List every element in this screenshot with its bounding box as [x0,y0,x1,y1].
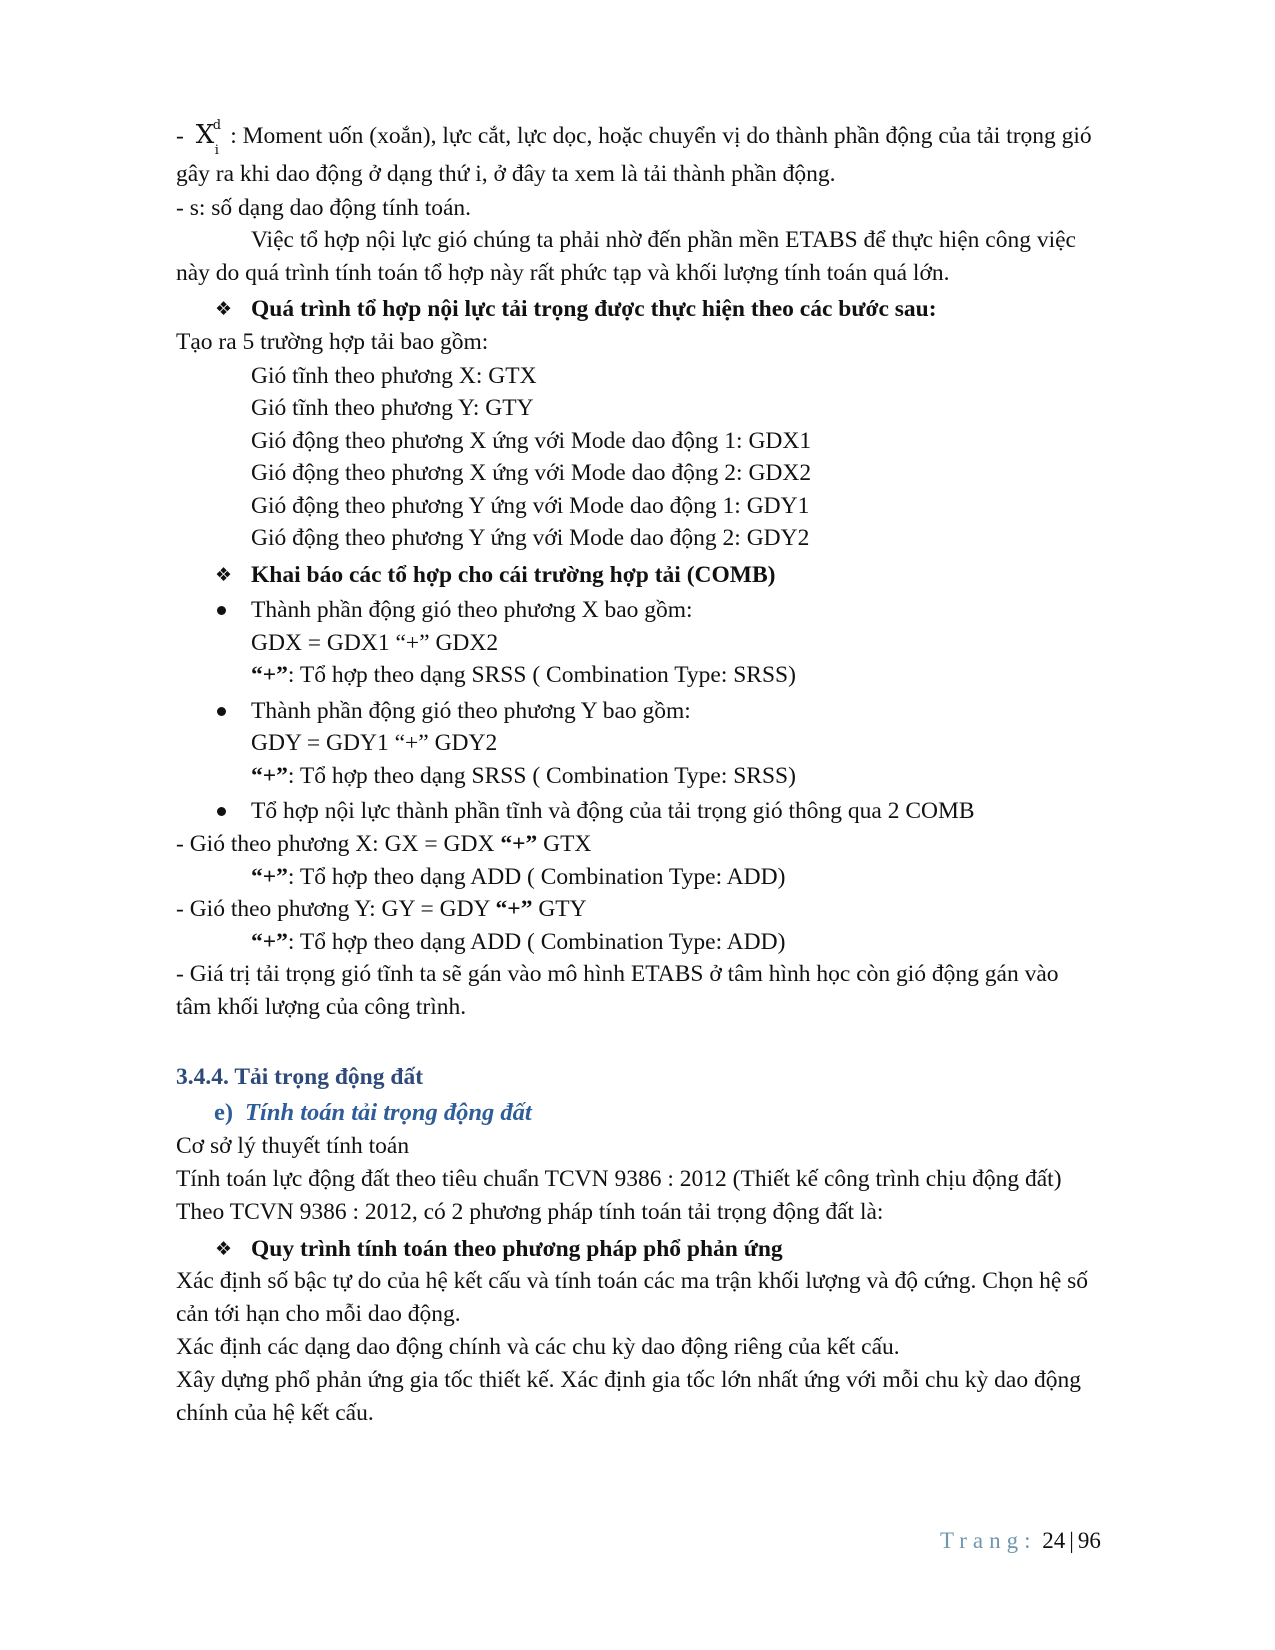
footer-label: Trang: [940,1528,1037,1553]
gx-tail: GTX [537,831,592,857]
page-footer [940,1526,1101,1556]
load-case-item: Gió động theo phương X ứng với Mode dao động 2: GDX2 [251,460,812,486]
comb-title: Khai báo các tổ hợp cho cái trường hợp tải (COMB) [251,562,776,588]
page-number: 24 [1042,1528,1066,1553]
symbol-base: X [195,120,215,150]
procedure-step1-line2: cản tới hạn cho mỗi dao động. [176,1301,461,1327]
note-text: : Tổ hợp theo dạng SRSS ( Combination Type: SRSS) [287,763,796,789]
plus-symbol: “+” [500,831,538,857]
intro-paragraph-line1: Việc tổ hợp nội lực gió chúng ta phải nhờ đến phần mền ETABS để thực hiện công việc [251,227,1076,253]
section-heading: 3.4.4. Tải trọng động đất [176,1064,424,1090]
create-cases-text: Tạo ra 5 trường hợp tải bao gồm: [176,329,489,355]
note-text: : Tổ hợp theo dạng SRSS ( Combination Type: SRSS) [287,662,796,688]
plus-symbol: “+” [251,662,288,688]
comb-total: Tổ hợp nội lực thành phần tĩnh và động của tải trọng gió thông qua 2 COMB [251,798,975,824]
load-case-item: Gió động theo phương Y ứng với Mode dao động 1: GDY1 [251,493,810,519]
gx-formula [176,829,591,859]
comb-y-formula: GDY = GDY1 “+” GDY2 [251,730,498,756]
plus-symbol: “+” [251,864,288,890]
page-total: 96 [1077,1528,1101,1553]
comb-x-formula: GDX = GDX1 “+” GDX2 [251,630,499,656]
load-case-item: Gió tĩnh theo phương X: GTX [251,363,537,389]
comb-x-title: Thành phần động gió theo phương X bao gồm: [251,597,693,623]
comb-y-note [251,761,796,791]
bullet-dot-icon [217,807,226,816]
symbol-superscript: d [212,118,222,133]
gy-note [251,927,785,957]
symbol-subscript: i [214,143,219,158]
steps-title: Quá trình tổ hợp nội lực tải trọng được thực hiện theo các bước sau: [251,296,937,322]
procedure-step3-line1: Xây dựng phổ phản ứng gia tốc thiết kế. Xác định gia tốc lớn nhất ứng với mỗi chu kỳ dao động [176,1367,1081,1393]
procedure-step1-line1: Xác định số bậc tự do của hệ kết cấu và tính toán các ma trận khối lượng và độ cứng. Chọn hệ số [176,1268,1089,1294]
final-note-line1: - Giá trị tải trọng gió tĩnh ta sẽ gán vào mô hình ETABS ở tâm hình học còn gió động gán vào [176,961,1059,987]
note-text: : Tổ hợp theo dạng ADD ( Combination Type: ADD) [287,864,786,890]
plus-symbol: “+” [251,763,288,789]
symbol-definition-text: : Moment uốn (xoắn), lực cắt, lực dọc, hoặc chuyển vị do thành phần động của tải trọng gió [230,123,1092,149]
dash: - [176,123,184,149]
gx-text: - Gió theo phương X: GX = GDX [176,831,501,857]
symbol-definition-line [176,118,1092,158]
subheading [214,1098,532,1128]
gy-formula [176,894,587,924]
gy-tail: GTY [532,896,587,922]
symbol-definition-continued: gây ra khi dao động ở dạng thứ i, ở đây ta xem là tải thành phần động. [176,161,836,187]
plus-symbol: “+” [251,929,288,955]
intro-paragraph-line2: này do quá trình tính toán tổ hợp này rất phức tạp và khối lượng tính toán quá lớn. [176,260,950,286]
procedure-step3-line2: chính của hệ kết cấu. [176,1400,374,1426]
footer-separator: | [1069,1528,1074,1553]
seismic-methods: Theo TCVN 9386 : 2012, có 2 phương pháp tính toán tải trọng động đất là: [176,1199,884,1225]
diamond-bullet-icon: ❖ [215,298,233,320]
load-case-item: Gió tĩnh theo phương Y: GTY [251,395,534,421]
load-case-item: Gió động theo phương X ứng với Mode dao động 1: GDX1 [251,428,812,454]
procedure-step2: Xác định các dạng dao động chính và các chu kỳ dao động riêng của kết cấu. [176,1334,900,1360]
diamond-bullet-icon: ❖ [215,1238,233,1260]
s-definition: - s: số dạng dao động tính toán. [176,195,472,221]
subheading-label: e) [214,1099,234,1126]
load-case-item: Gió động theo phương Y ứng với Mode dao động 2: GDY2 [251,525,810,551]
final-note-line2: tâm khối lượng của công trình. [176,994,467,1020]
bullet-dot-icon [217,606,226,615]
comb-y-title: Thành phần động gió theo phương Y bao gồm: [251,698,691,724]
subheading-text: Tính toán tải trọng động đất [245,1099,532,1126]
plus-symbol: “+” [495,896,533,922]
comb-x-note [251,660,796,690]
seismic-standard: Tính toán lực động đất theo tiêu chuẩn TCVN 9386 : 2012 (Thiết kế công trình chịu động đất) [176,1166,1062,1192]
gy-text: - Gió theo phương Y: GY = GDY [176,896,496,922]
gx-note [251,862,785,892]
procedure-title: Quy trình tính toán theo phương pháp phổ phản ứng [251,1236,783,1262]
symbol-x-i-d [195,118,222,158]
diamond-bullet-icon: ❖ [215,564,233,586]
note-text: : Tổ hợp theo dạng ADD ( Combination Type: ADD) [287,929,786,955]
bullet-dot-icon [217,707,226,716]
seismic-basis: Cơ sở lý thuyết tính toán [176,1133,410,1159]
